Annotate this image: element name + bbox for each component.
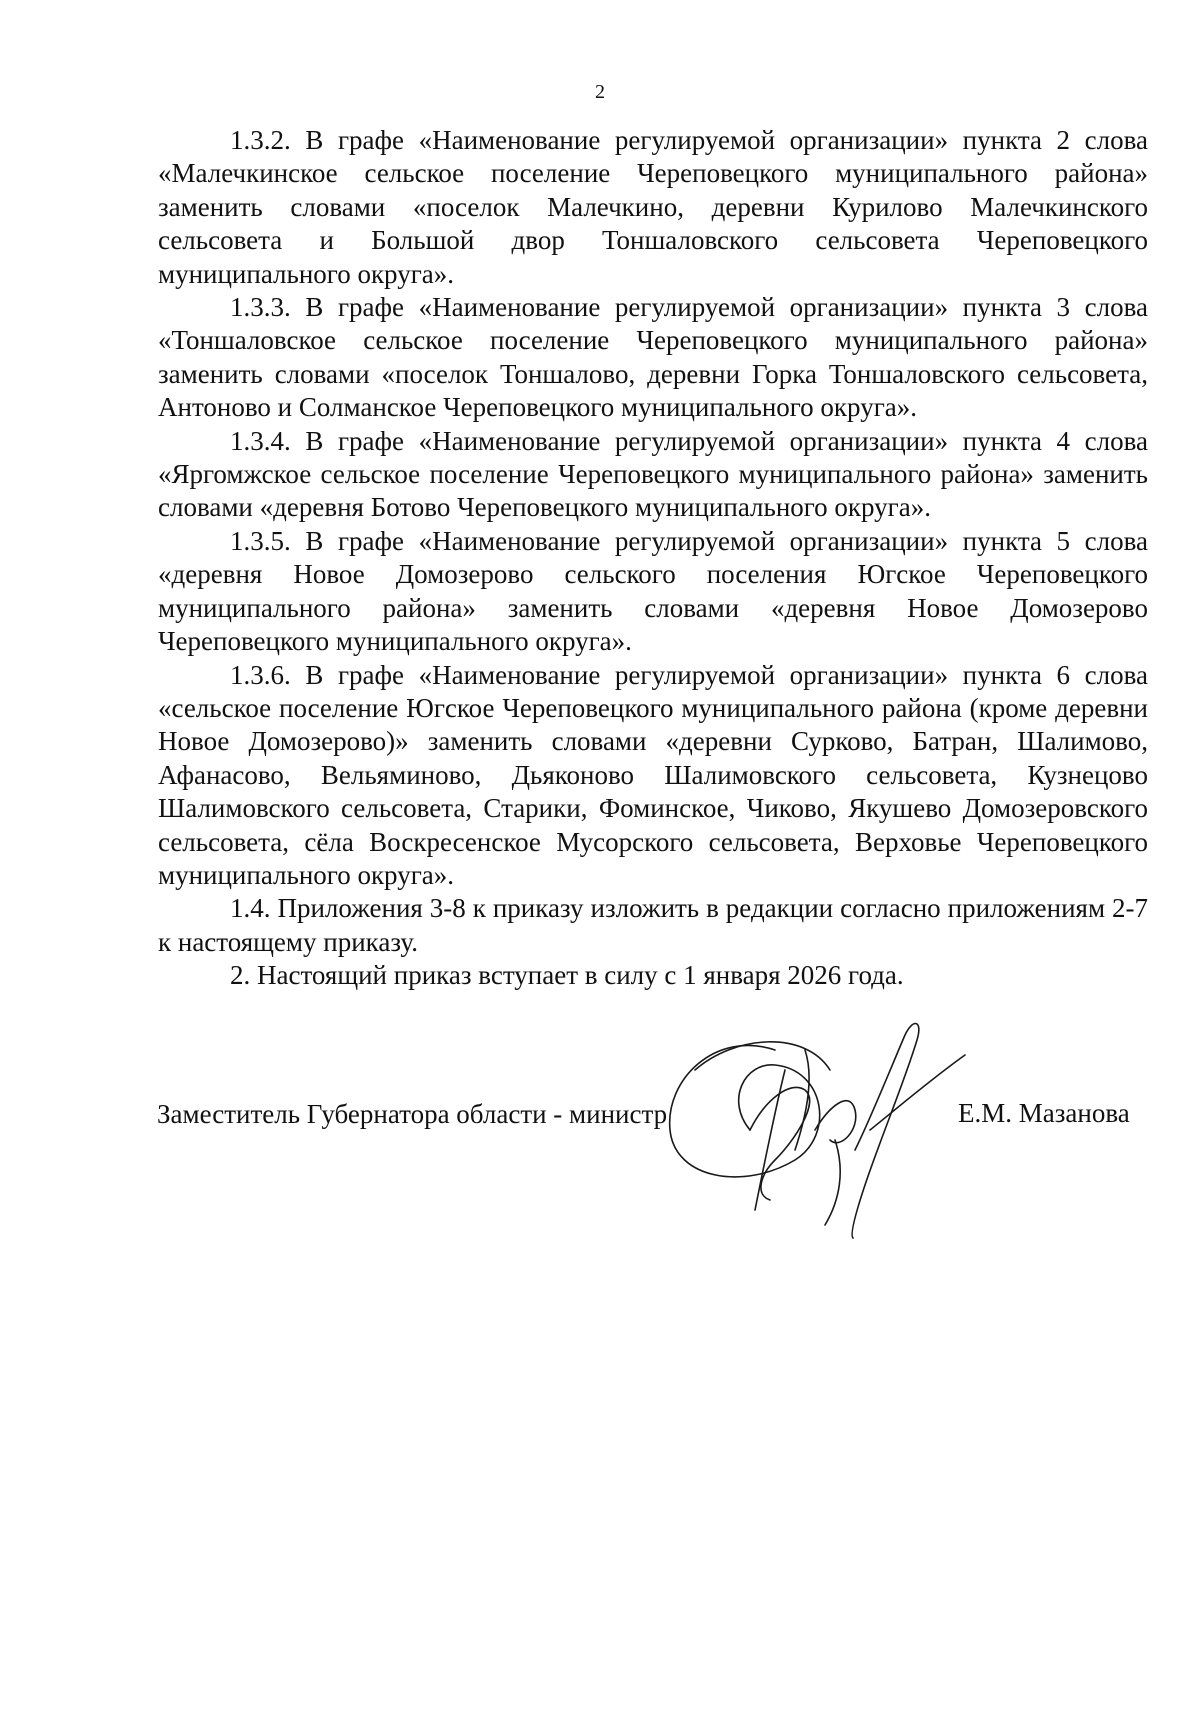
- signer-position: Заместитель Губернатора области - министр: [157, 1099, 668, 1129]
- paragraph-1-3-6: 1.3.6. В графе «Наименование регулируемой организации» пункта 6 слова «сельское поселение Югское Череповецкого муниципального района (кроме деревни Новое Домозерово)» заменить словами «деревни Сурково, Батран, Шалимово, Афанасово, Вельяминово, Дьяконово Шалимовского сельсовета, Кузнецово Шалимовского сельсовета, Старики, Фоминское, Чиково, Якушево Домозеровского сельсовета, сёла Воскресенское Мусорского сельсовета, Верховье Череповецкого муниципального округа».: [158, 659, 1148, 890]
- paragraph-1-3-4: 1.3.4. В графе «Наименование регулируемой организации» пункта 4 слова «Яргомжское сельское поселение Череповецкого муниципального района» заменить словами «деревня Ботово Череповецкого муниципального округа».: [158, 425, 1148, 523]
- paragraph-1-3-2: 1.3.2. В графе «Наименование регулируемой организации» пункта 2 слова «Малечкинское сельское поселение Череповецкого муниципального района» заменить словами «поселок Малечкино, деревни Курилово Малечкинского сельсовета и Большой двор Тоншаловского сельсовета Череповецкого муниципального округа».: [158, 125, 1148, 289]
- handwritten-signature: [655, 1010, 985, 1240]
- page-number: 2: [595, 81, 605, 103]
- paragraph-1-4: 1.4. Приложения 3-8 к приказу изложить в редакции согласно приложениям 2-7 к настоящему приказу.: [158, 893, 1148, 957]
- signer-name: Е.М. Мазанова: [958, 1098, 1130, 1128]
- paragraph-1-3-5: 1.3.5. В графе «Наименование регулируемой организации» пункта 5 слова «деревня Новое Домозерово сельского поселения Югское Череповецкого муниципального района» заменить словами «деревня Новое Домозерово Череповецкого муниципального округа».: [158, 525, 1148, 657]
- document-body: [158, 124, 1148, 993]
- paragraph-1-3-3: 1.3.3. В графе «Наименование регулируемой организации» пункта 3 слова «Тоншаловское сельское поселение Череповецкого муниципального района» заменить словами «поселок Тоншалово, деревни Горка Тоншаловского сельсовета, Антоново и Солманское Череповецкого муниципального округа».: [158, 292, 1148, 423]
- paragraph-2: 2. Настоящий приказ вступает в силу с 1 января 2026 года.: [230, 960, 904, 991]
